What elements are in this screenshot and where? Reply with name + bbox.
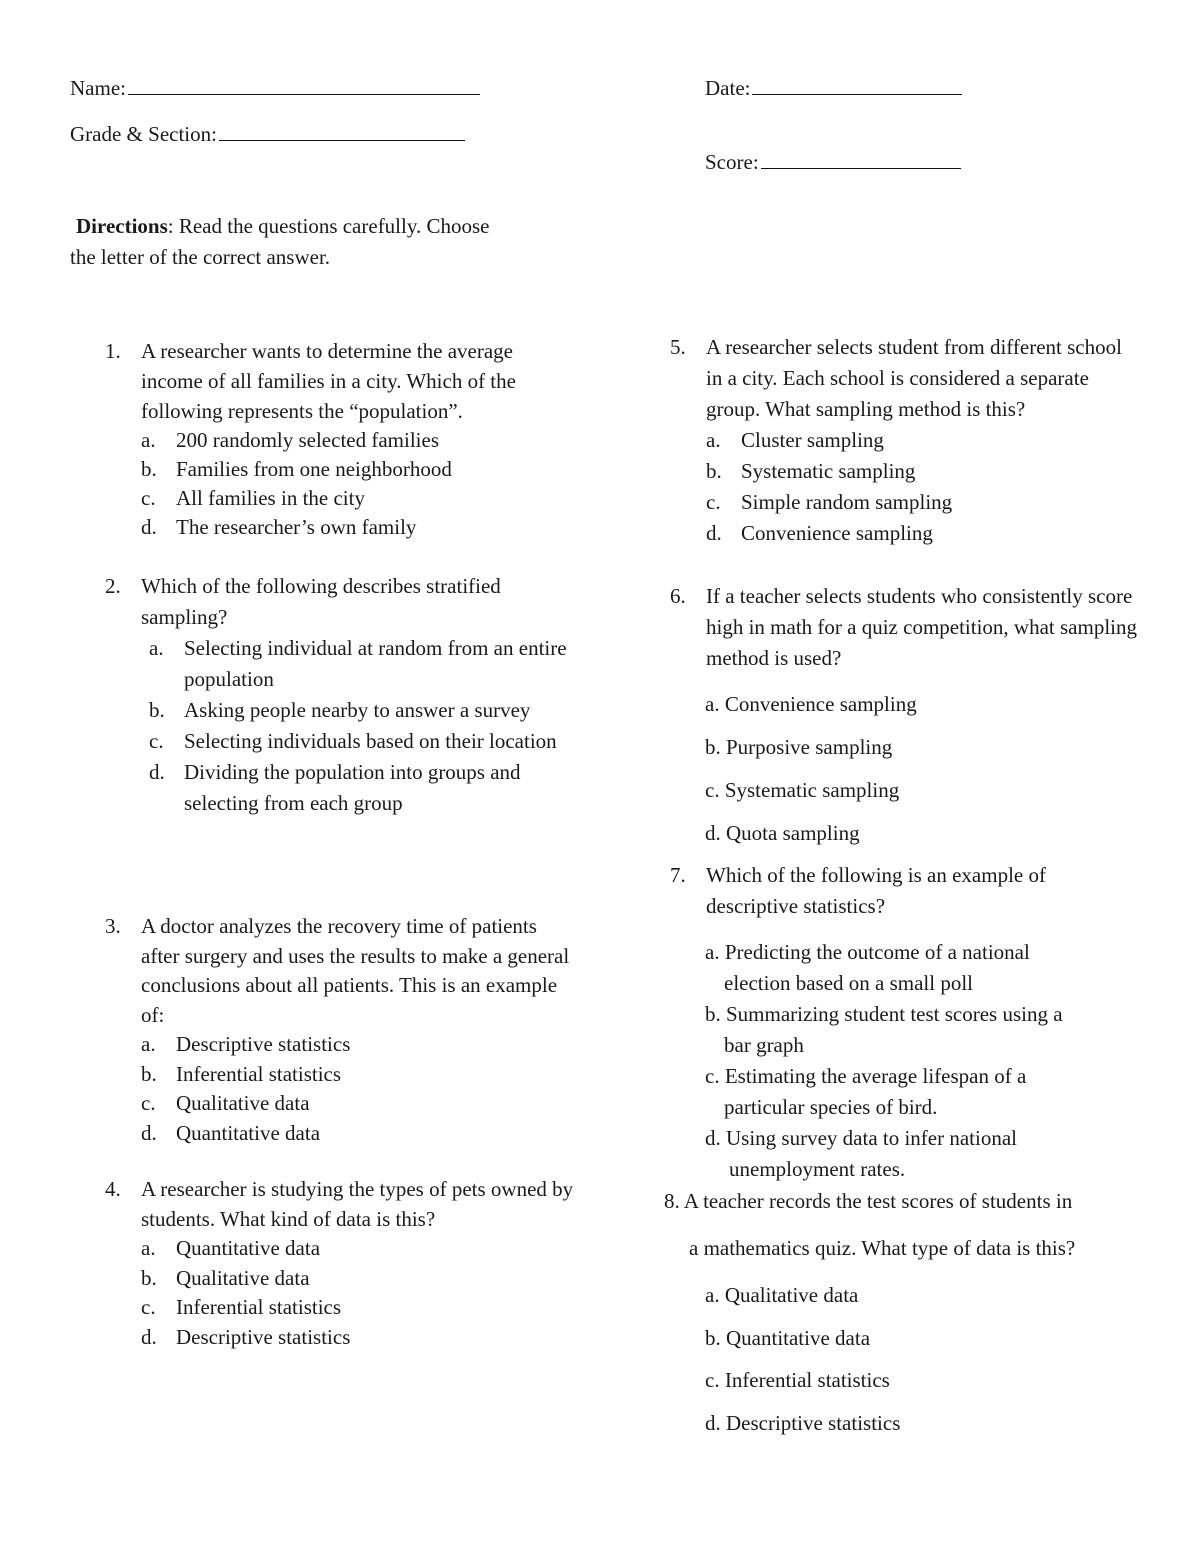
question-6 xyxy=(670,581,1140,845)
option-b[interactable]: b. Inferential statistics xyxy=(141,1061,342,1086)
question-number: 6. xyxy=(670,584,686,608)
date-label: Date: xyxy=(705,76,751,100)
option-a[interactable]: a. Quantitative data xyxy=(141,1236,321,1260)
question-stem: A doctor analyzes the recovery time of patients after surgery and uses the results to make a general conclusions about all patients. This is an example of: xyxy=(141,914,570,1027)
option-b[interactable]: b. Purposive sampling xyxy=(705,735,893,759)
option-a[interactable]: a. Convenience sampling xyxy=(705,692,917,716)
option-d[interactable]: d. Using survey data to infer national unemployment rates. xyxy=(705,1126,1018,1181)
option-c[interactable]: c. Simple random sampling xyxy=(706,490,953,514)
question-number: 2. xyxy=(105,574,121,598)
option-d[interactable]: d. The researcher’s own family xyxy=(141,515,417,539)
question-stem: Which of the following is an example of descriptive statistics? xyxy=(706,863,1046,918)
name-label: Name: xyxy=(70,76,126,100)
option-a[interactable]: a. Descriptive statistics xyxy=(141,1032,351,1056)
question-number: 7. xyxy=(670,863,686,887)
name-blank-line[interactable] xyxy=(128,72,480,95)
option-d[interactable]: d. Descriptive statistics xyxy=(141,1324,351,1349)
directions xyxy=(70,211,570,273)
directions-text: : Read the questions carefully. Choose xyxy=(167,214,490,238)
option-b[interactable]: b. Families from one neighborhood xyxy=(141,457,452,481)
name-field[interactable] xyxy=(70,72,480,104)
question-stem: Which of the following describes stratified sampling? xyxy=(141,574,501,629)
grade-section-blank-line[interactable] xyxy=(219,118,465,141)
option-d[interactable]: d. Convenience sampling xyxy=(706,521,933,545)
question-stem: A researcher is studying the types of pets owned by students. What kind of data is this? xyxy=(141,1177,574,1231)
question-2 xyxy=(105,571,575,819)
score-blank-line[interactable] xyxy=(761,146,961,169)
directions-label: Directions xyxy=(76,214,168,238)
question-number: 5. xyxy=(670,335,686,359)
question-number: 1. xyxy=(105,339,121,363)
question-stem: A researcher selects student from different school in a city. Each school is considered a separate group. What sampling method is this? xyxy=(706,335,1122,421)
option-a[interactable]: a. Selecting individual at random from an entire population xyxy=(149,636,567,691)
score-label: Score: xyxy=(705,150,759,174)
option-d[interactable]: d. Descriptive statistics xyxy=(705,1410,901,1435)
option-a[interactable]: a. 200 randomly selected families xyxy=(141,428,440,452)
option-a[interactable]: a. Predicting the outcome of a national election based on a small poll xyxy=(705,940,1030,995)
date-field[interactable] xyxy=(705,72,962,104)
question-1 xyxy=(105,336,575,542)
option-c[interactable]: c. Inferential statistics xyxy=(705,1368,890,1392)
date-blank-line[interactable] xyxy=(752,72,962,95)
option-c[interactable]: c. Estimating the average lifespan of a particular species of bird. xyxy=(705,1064,1027,1119)
option-a[interactable]: a. Cluster sampling xyxy=(706,428,884,452)
option-b[interactable]: b. Qualitative data xyxy=(141,1265,310,1290)
question-stem: A researcher wants to determine the average income of all families in a city. Which of the following represents the “population”. xyxy=(141,339,516,423)
score-field[interactable] xyxy=(705,146,961,178)
option-d[interactable]: d. Dividing the population into groups and selecting from each group xyxy=(149,760,521,815)
option-b[interactable]: b. Asking people nearby to answer a survey xyxy=(149,698,531,722)
question-number: 4. xyxy=(105,1177,121,1201)
question-stem-line-2: a mathematics quiz. What type of data is this? xyxy=(689,1236,1076,1260)
option-c[interactable]: c. Qualitative data xyxy=(141,1091,310,1115)
option-b[interactable]: b. Summarizing student test scores using a bar graph xyxy=(705,1002,1063,1057)
grade-section-field[interactable] xyxy=(70,118,465,150)
option-b[interactable]: b. Systematic sampling xyxy=(706,459,916,483)
question-stem: If a teacher selects students who consistently score high in math for a quiz competition, what sampling method is used? xyxy=(706,584,1138,670)
option-d[interactable]: d. Quota sampling xyxy=(705,821,860,845)
question-stem-line-1: 8. A teacher records the test scores of students in xyxy=(664,1189,1073,1213)
directions-text-line-2: the letter of the correct answer. xyxy=(70,245,331,269)
option-a[interactable]: a. Qualitative data xyxy=(705,1283,859,1307)
option-b[interactable]: b. Quantitative data xyxy=(705,1325,871,1350)
question-3 xyxy=(105,912,575,1148)
question-8 xyxy=(664,1186,1144,1435)
question-5 xyxy=(670,332,1140,549)
question-4 xyxy=(105,1175,575,1352)
grade-section-label: Grade & Section: xyxy=(70,122,217,146)
question-number: 3. xyxy=(105,914,121,938)
option-c[interactable]: c. Inferential statistics xyxy=(141,1295,342,1319)
option-c[interactable]: c. Selecting individuals based on their location xyxy=(149,729,557,753)
option-c[interactable]: c. Systematic sampling xyxy=(705,778,900,802)
option-c[interactable]: c. All families in the city xyxy=(141,486,365,510)
option-d[interactable]: d. Quantitative data xyxy=(141,1120,321,1145)
question-7 xyxy=(670,860,1140,1181)
